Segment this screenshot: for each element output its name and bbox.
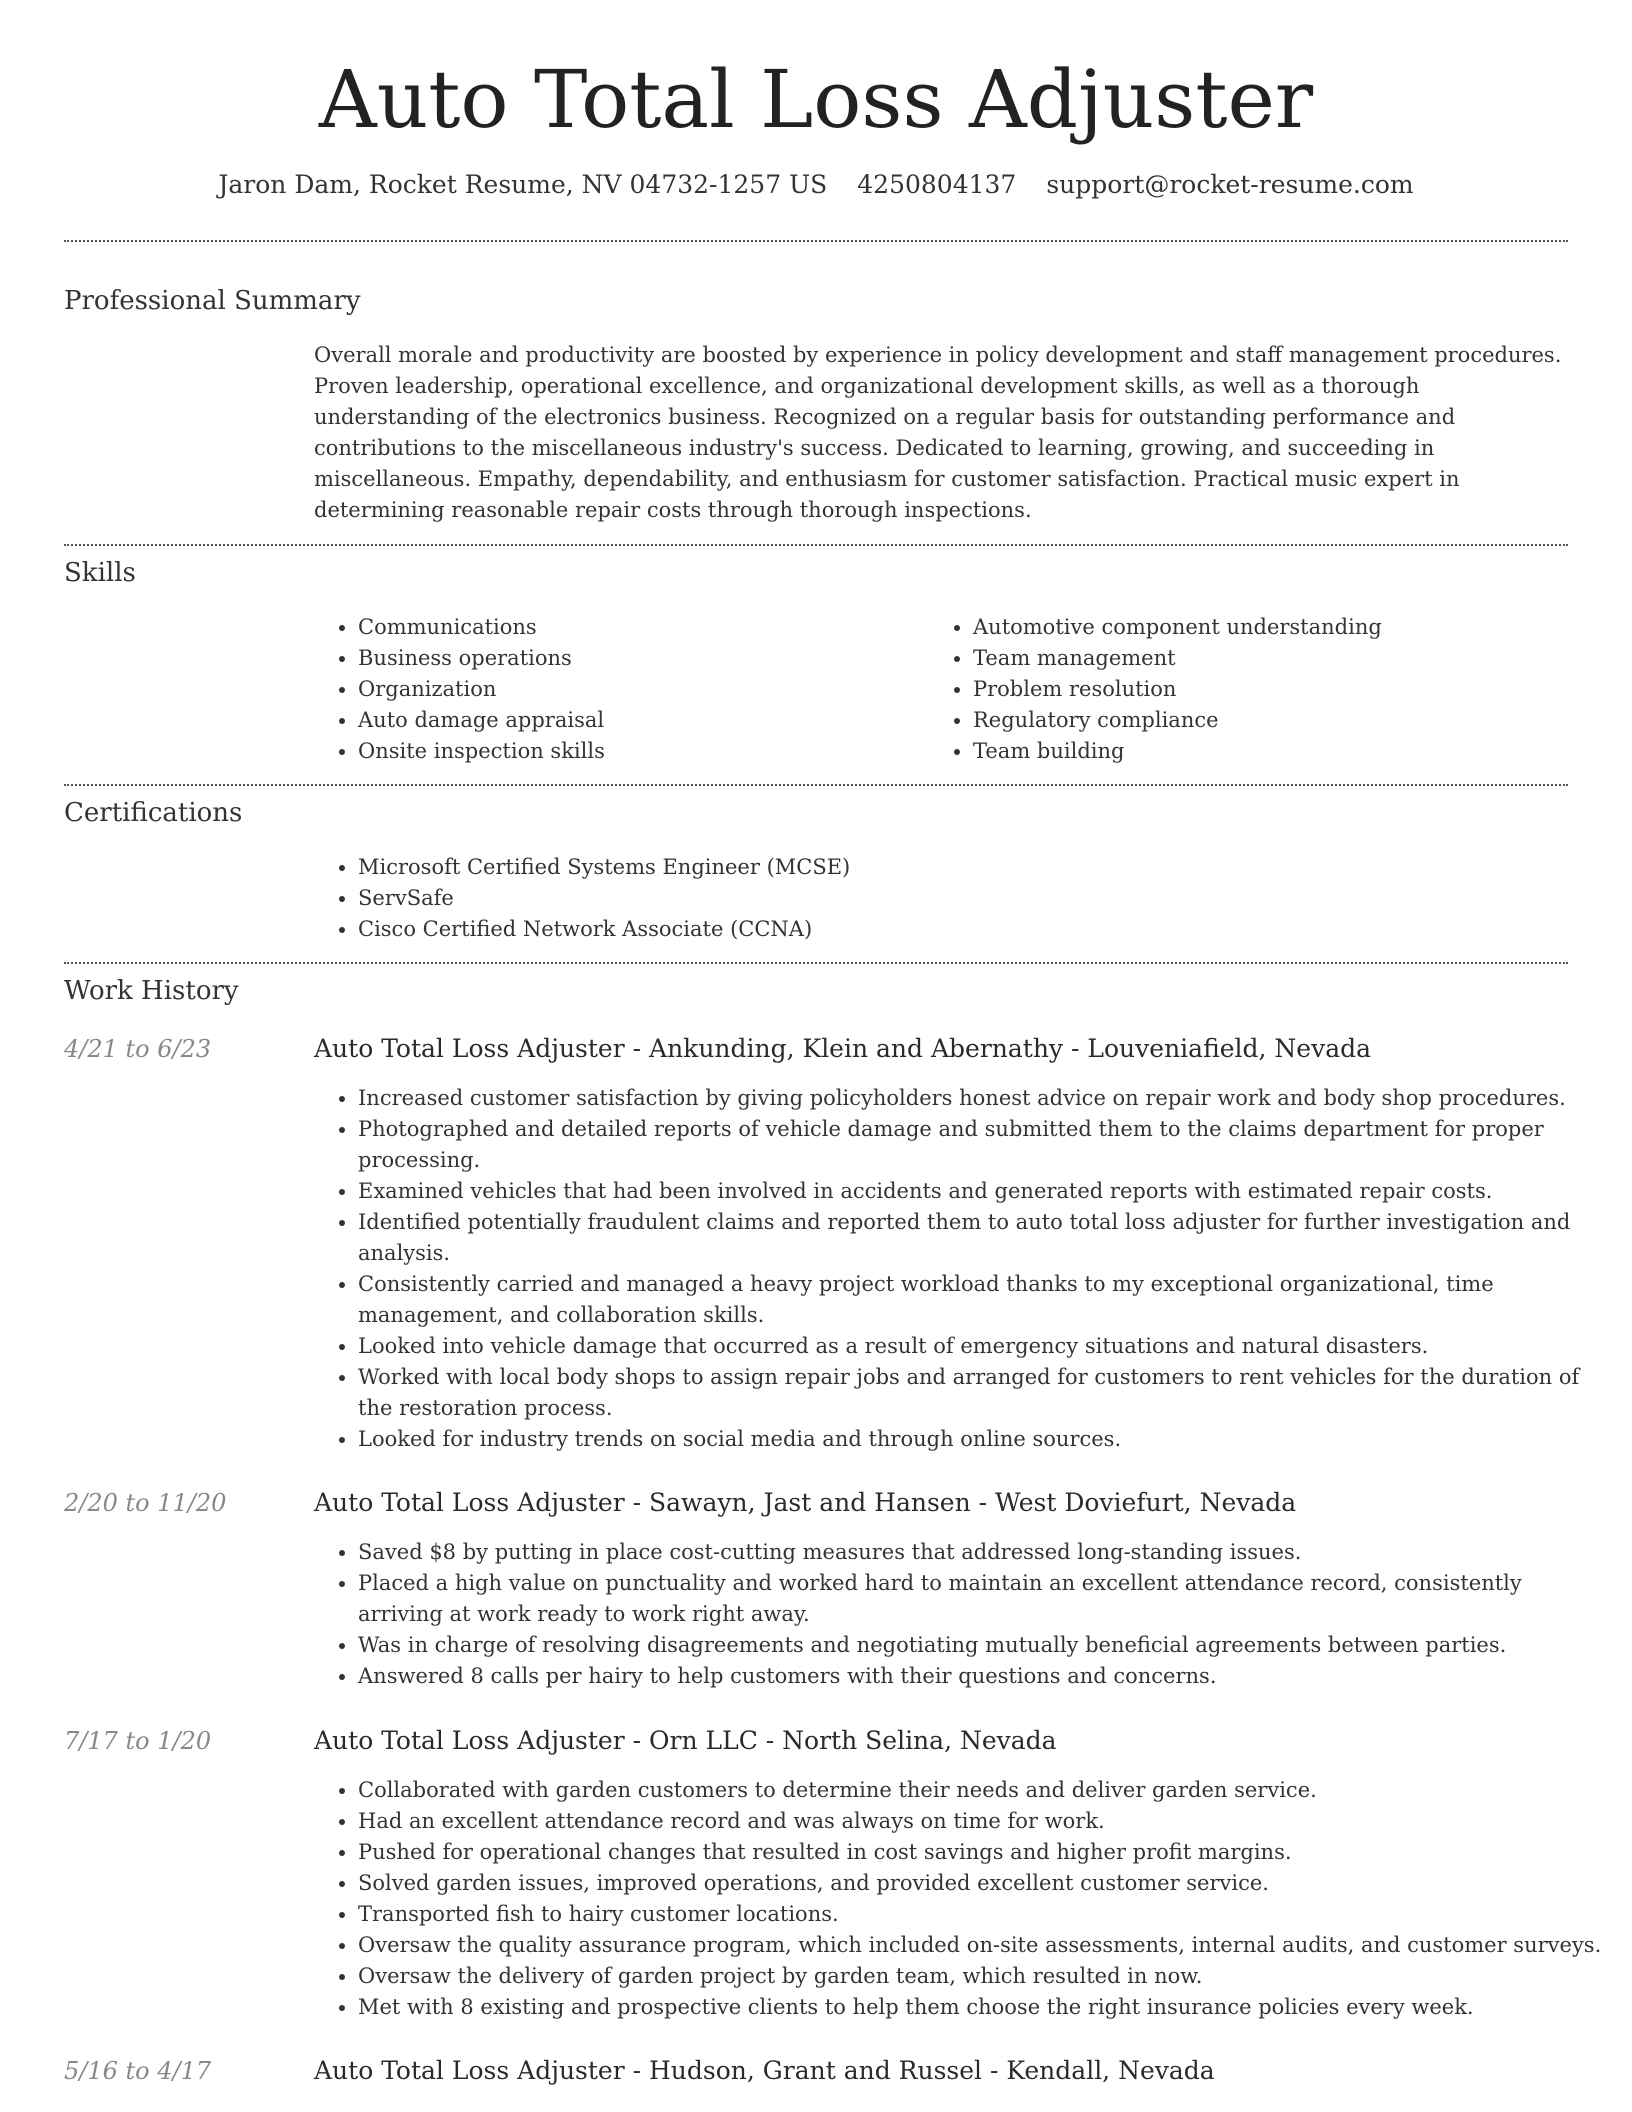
job-title: Auto Total Loss Adjuster - Hudson, Grant and Russel - Kendall, Nevada bbox=[314, 2056, 1215, 2085]
job-bullets bbox=[314, 1083, 1608, 1455]
job-dates: 5/16 to 4/17 bbox=[64, 2057, 212, 2085]
job-dates: 7/17 to 1/20 bbox=[64, 1727, 212, 1755]
contact-line bbox=[0, 168, 1632, 202]
summary-text: Overall morale and productivity are boosted by experience in policy development and staff management procedures. Proven leadership, operational excellence, and organizational development skills, as well as a thorough understanding of the electronics business. Recognized on a regular basis for outstanding performance and contributions to the miscellaneous industry's success. Dedicated to learning, growing, and succeeding in miscellaneous. Empathy, dependability, and enthusiasm for customer satisfaction. Practical music expert in determining reasonable repair costs through thorough inspections. bbox=[314, 343, 1562, 522]
resume-title: Auto Total Loss Adjuster bbox=[318, 53, 1314, 146]
job-bullet: • Increased customer satisfaction by giving policyholders honest advice on repair work and body shop procedures. bbox=[358, 1083, 1608, 1114]
skill-item: • Team management bbox=[973, 643, 1593, 674]
certifications-list bbox=[314, 852, 1608, 945]
job-bullet: • Placed a high value on punctuality and worked hard to maintain an excellent attendance record, consistently arriving at work ready to work right away. bbox=[358, 1568, 1608, 1630]
certification-item: • Microsoft Certified Systems Engineer (MCSE) bbox=[358, 852, 1608, 883]
contact-phone: 4250804137 bbox=[857, 170, 1017, 199]
certifications-heading: Certifications bbox=[64, 798, 243, 828]
certification-item: • Cisco Certified Network Associate (CCNA) bbox=[358, 914, 1608, 945]
skills-heading: Skills bbox=[64, 558, 136, 588]
certification-item: • ServSafe bbox=[358, 883, 1608, 914]
contact-address: Jaron Dam, Rocket Resume, NV 04732-1257 US bbox=[218, 170, 828, 199]
job-dates: 2/20 to 11/20 bbox=[64, 1489, 227, 1517]
job-bullet: • Saved $8 by putting in place cost-cutting measures that addressed long-standing issues. bbox=[358, 1537, 1608, 1568]
job-bullet: • Had an excellent attendance record and was always on time for work. bbox=[358, 1806, 1608, 1837]
job-bullet: • Worked with local body shops to assign repair jobs and arranged for customers to rent vehicles for the duration of the restoration process. bbox=[358, 1362, 1608, 1424]
skills-list-right bbox=[929, 612, 1593, 767]
skill-item: • Business operations bbox=[358, 643, 918, 674]
skill-item: • Organization bbox=[358, 674, 918, 705]
skill-item: • Communications bbox=[358, 612, 918, 643]
divider bbox=[64, 784, 1568, 786]
skill-item: • Auto damage appraisal bbox=[358, 705, 918, 736]
job-bullet: • Photographed and detailed reports of vehicle damage and submitted them to the claims department for proper processing. bbox=[358, 1114, 1608, 1176]
job-bullet: • Met with 8 existing and prospective clients to help them choose the right insurance policies every week. bbox=[358, 1992, 1608, 2023]
job-title: Auto Total Loss Adjuster - Ankunding, Klein and Abernathy - Louveniafield, Nevada bbox=[314, 1034, 1372, 1063]
divider bbox=[64, 240, 1568, 242]
job-dates: 4/21 to 6/23 bbox=[64, 1035, 212, 1063]
skill-item: • Onsite inspection skills bbox=[358, 736, 918, 767]
job-bullet: • Oversaw the quality assurance program, which included on-site assessments, internal audits, and customer surveys. bbox=[358, 1930, 1608, 1961]
summary-heading: Professional Summary bbox=[64, 286, 361, 316]
work-heading: Work History bbox=[64, 976, 239, 1006]
skill-item: • Team building bbox=[973, 736, 1593, 767]
divider bbox=[64, 544, 1568, 546]
job-bullet: • Solved garden issues, improved operations, and provided excellent customer service. bbox=[358, 1868, 1608, 1899]
job-title: Auto Total Loss Adjuster - Sawayn, Jast and Hansen - West Doviefurt, Nevada bbox=[314, 1488, 1297, 1517]
job-bullet: • Was in charge of resolving disagreements and negotiating mutually beneficial agreements between parties. bbox=[358, 1630, 1608, 1661]
job-bullets bbox=[314, 1775, 1608, 2023]
contact-email: support@rocket-resume.com bbox=[1046, 170, 1414, 199]
skill-item: • Automotive component understanding bbox=[973, 612, 1593, 643]
skill-item: • Regulatory compliance bbox=[973, 705, 1593, 736]
job-bullet: • Identified potentially fraudulent claims and reported them to auto total loss adjuster for further investigation and analysis. bbox=[358, 1207, 1608, 1269]
divider bbox=[64, 962, 1568, 964]
job-bullet: • Transported fish to hairy customer locations. bbox=[358, 1899, 1608, 1930]
job-bullet: • Looked for industry trends on social media and through online sources. bbox=[358, 1424, 1608, 1455]
skill-item: • Problem resolution bbox=[973, 674, 1593, 705]
job-bullet: • Oversaw the delivery of garden project by garden team, which resulted in now. bbox=[358, 1961, 1608, 1992]
job-bullets bbox=[314, 1537, 1608, 1692]
job-bullet: • Looked into vehicle damage that occurred as a result of emergency situations and natural disasters. bbox=[358, 1331, 1608, 1362]
job-bullet: • Answered 8 calls per hairy to help customers with their questions and concerns. bbox=[358, 1661, 1608, 1692]
job-bullet: • Examined vehicles that had been involved in accidents and generated reports with estimated repair costs. bbox=[358, 1176, 1608, 1207]
skills-list-left bbox=[314, 612, 918, 767]
job-bullet: • Consistently carried and managed a heavy project workload thanks to my exceptional organizational, time management, and collaboration skills. bbox=[358, 1269, 1608, 1331]
job-bullet: • Collaborated with garden customers to determine their needs and deliver garden service. bbox=[358, 1775, 1608, 1806]
job-title: Auto Total Loss Adjuster - Orn LLC - North Selina, Nevada bbox=[314, 1726, 1057, 1755]
job-bullet: • Pushed for operational changes that resulted in cost savings and higher profit margins. bbox=[358, 1837, 1608, 1868]
